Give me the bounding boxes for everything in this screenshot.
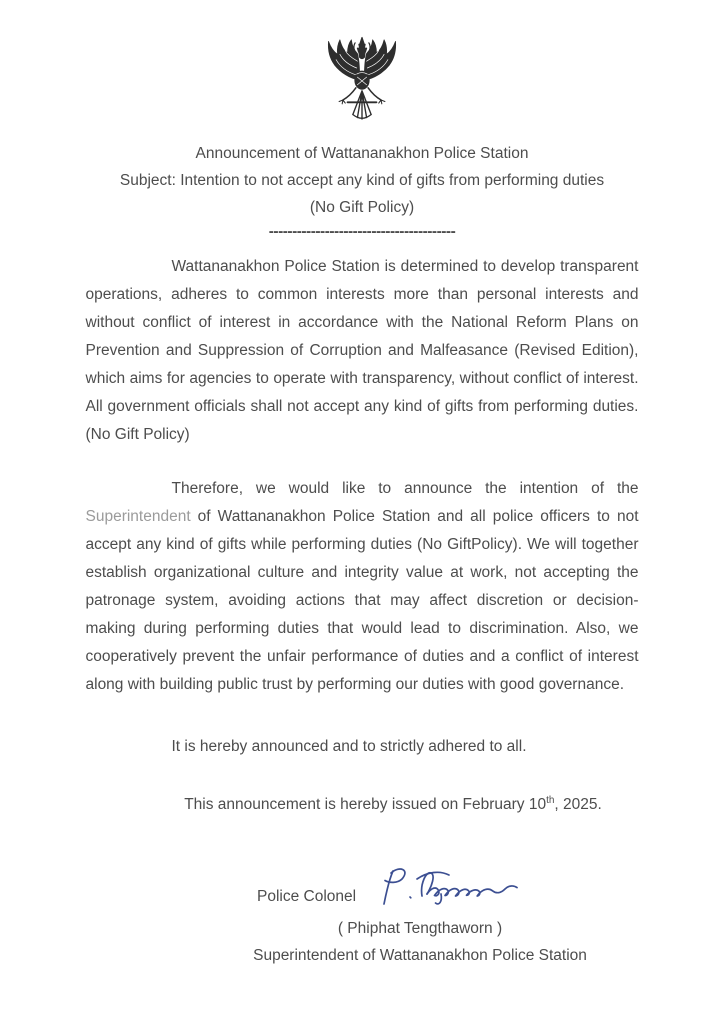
paragraph-2-text-before: Therefore, we would like to announce the intention of the	[171, 480, 639, 497]
document-body	[86, 253, 639, 819]
divider-dashes: ----------------------------------------	[268, 223, 456, 240]
signature-block	[0, 863, 724, 969]
signature-row	[257, 863, 724, 911]
issue-date-year: , 2025.	[554, 796, 602, 814]
document-header	[0, 140, 724, 243]
subject-line: Subject: Intention to not accept any kind of gifts from performing duties	[119, 172, 605, 189]
closing-statement: It is hereby announced and to strictly adhered to all.	[171, 738, 527, 755]
issue-date-line	[86, 787, 639, 819]
emblem-container	[0, 0, 724, 132]
document-title: Announcement of Wattananakhon Police Station	[195, 145, 529, 162]
no-gift-policy-label: (No Gift Policy)	[309, 199, 415, 216]
paragraph-2	[86, 475, 639, 699]
paragraph-1: Wattananakhon Police Station is determined to develop transparent operations, adheres to common interests more than personal interests and without conflict of interest in accordance with the National Reform Plans on Prevention and Suppression of Corruption and Malfeasance (Revised Edition), which aims for agencies to operate with transparency, without conflict of interest. All government officials shall not accept any kind of gifts from performing duties. (No Gift Policy)	[85, 258, 639, 443]
superintendent-highlight: Superintendent	[85, 508, 191, 525]
signatory-name: ( Phiphat Tengthaworn )	[337, 920, 503, 938]
paragraph-2-text-after: of Wattananakhon Police Station and all police officers to not accept any kind of gifts while performing duties (No GiftPolicy). We will together establish organizational culture and integrity value at work, not accepting the patronage system, avoiding actions that may affect discretion or decision-making during performing duties that would lead to discrimination. Also, we cooperatively prevent the unfair performance of duties and a conflict of interest along with building public trust by performing our duties with good governance.	[85, 508, 639, 693]
garuda-emblem-icon	[316, 36, 408, 132]
rank-label: Police Colonel	[257, 888, 357, 906]
ordinal-superscript: th	[546, 795, 555, 806]
signature-scribble-icon	[370, 863, 520, 913]
issue-date-text: This announcement is hereby issued on February 10	[184, 796, 547, 814]
signatory-position: Superintendent of Wattananakhon Police Station	[253, 947, 587, 965]
